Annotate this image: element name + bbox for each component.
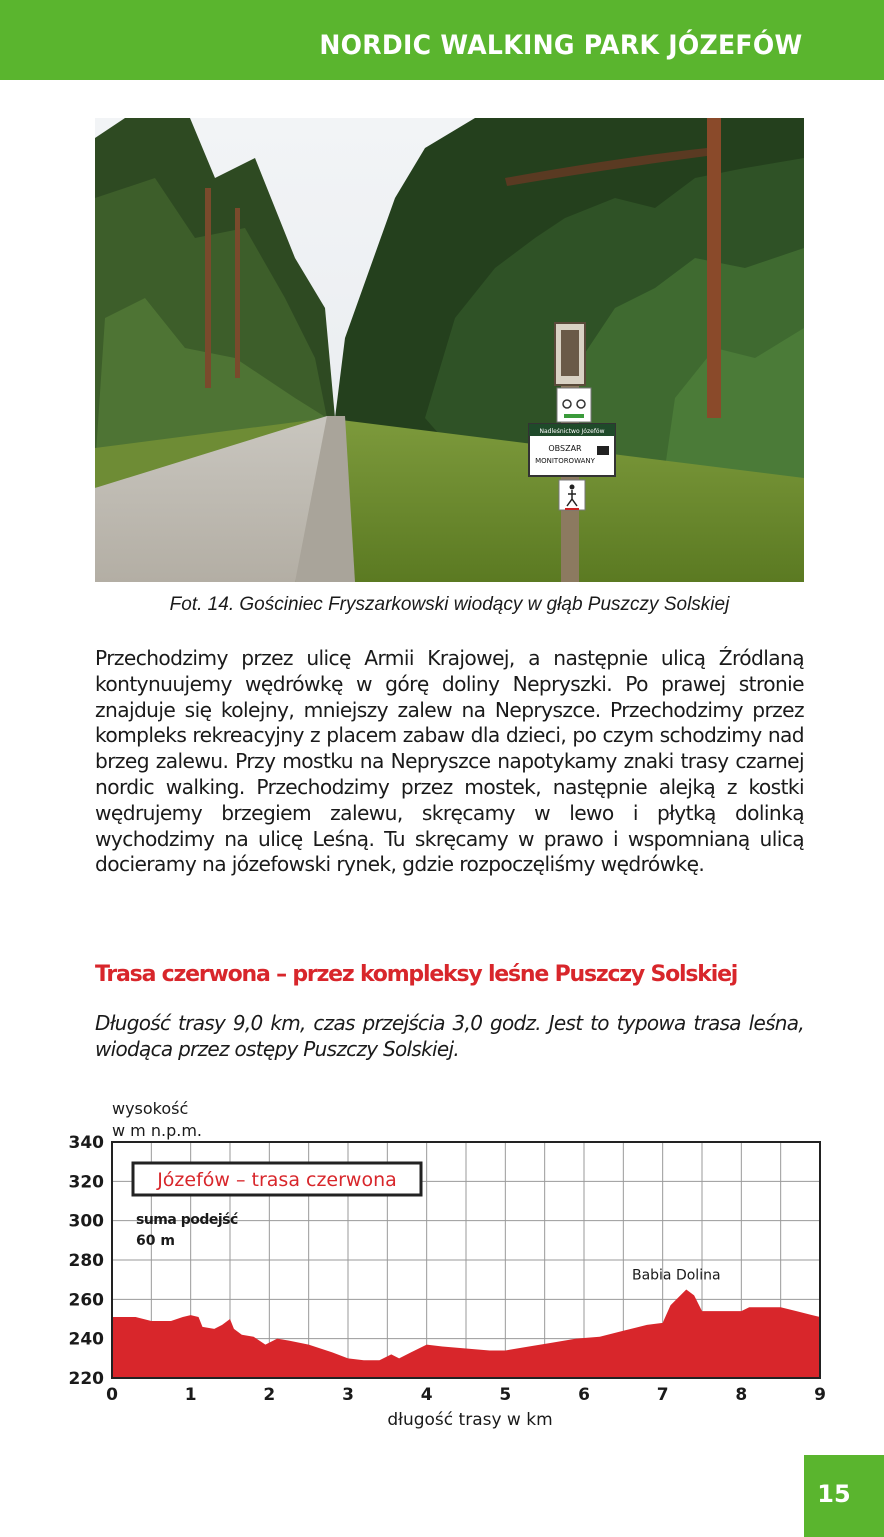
y-tick-label: 280 xyxy=(68,1251,104,1271)
sign-org-text: Nadleśnictwo Józefów xyxy=(539,428,605,435)
x-tick-label: 5 xyxy=(499,1385,512,1405)
chart-title: Józefów – trasa czerwona xyxy=(157,1169,397,1191)
y-tick-label: 300 xyxy=(68,1211,104,1232)
x-tick-label: 7 xyxy=(656,1385,669,1405)
section-heading: Trasa czerwona – przez kompleksy leśne Puszczy Solskiej xyxy=(95,962,738,987)
photo-caption: Fot. 14. Gościniec Fryszarkowski wiodący w głąb Puszczy Solskiej xyxy=(169,594,730,615)
x-tick-label: 0 xyxy=(106,1385,118,1405)
x-axis-label: długość trasy w km xyxy=(387,1410,553,1430)
sign-line2-text: MONITOROWANY xyxy=(535,457,595,465)
x-tick-label: 4 xyxy=(420,1385,433,1405)
y-tick-label: 220 xyxy=(68,1369,104,1389)
ascent-label-line1: suma podejść xyxy=(136,1212,238,1228)
y-tick-label: 340 xyxy=(68,1133,104,1153)
header-bar xyxy=(0,0,884,80)
x-tick-label: 3 xyxy=(342,1385,354,1405)
y-tick-label: 320 xyxy=(68,1172,104,1193)
y-tick-label: 260 xyxy=(68,1290,104,1311)
ascent-label-line2: 60 m xyxy=(136,1233,175,1249)
page-number-box xyxy=(804,1455,884,1537)
elevation-profile-chart xyxy=(60,1090,860,1440)
y-axis-label-line2: w m n.p.m. xyxy=(112,1121,202,1140)
x-tick-label: 2 xyxy=(263,1385,276,1405)
x-tick-label: 1 xyxy=(184,1385,197,1405)
x-tick-label: 8 xyxy=(735,1385,748,1405)
peak-label: Babia Dolina xyxy=(631,1267,721,1284)
page-header-title: NORDIC WALKING PARK JÓZEFÓW xyxy=(318,30,802,61)
x-tick-label: 6 xyxy=(578,1385,590,1405)
page-number: 15 xyxy=(817,1480,851,1508)
forest-road-photo xyxy=(95,118,804,582)
section-description: Długość trasy 9,0 km, czas przejścia 3,0 godz. Jest to typowa trasa leśna, wiodąca przez ostępy Puszczy Solskiej. xyxy=(95,1011,804,1061)
sign-line1-text: OBSZAR xyxy=(548,444,582,453)
y-tick-label: 240 xyxy=(68,1329,104,1350)
x-tick-label: 9 xyxy=(814,1385,826,1405)
y-axis-label-line1: wysokość xyxy=(112,1099,189,1118)
chart-title-box xyxy=(133,1163,421,1195)
body-paragraph: Przechodzimy przez ulicę Armii Krajowej, a następnie ulicą Źródlaną kontynuujemy wędrówkę w górę doliny Nepryszki. Po prawej stronie znajduje się kolejny, mniejszy zalew na Nepryszce. Przechodzimy przez kompleks rekreacyjny z placem zabaw dla dzieci, po czym schodzimy nad brzeg zalewu. Przy mostku na Nepryszce napotykamy znaki trasy czarnej nordic walking. Przechodzimy przez mostek, następnie alejką z kostki wędrujemy brzegiem zalewu, skręcamy w lewo i płytką dolinką wychodzimy na ulicę Leśną. Tu skręcamy w prawo i wspomnianą ulicą docieramy na józefowski rynek, gdzie rozpoczęliśmy wędrówkę. xyxy=(95,646,804,877)
elevation-chart-svg xyxy=(60,1090,860,1440)
